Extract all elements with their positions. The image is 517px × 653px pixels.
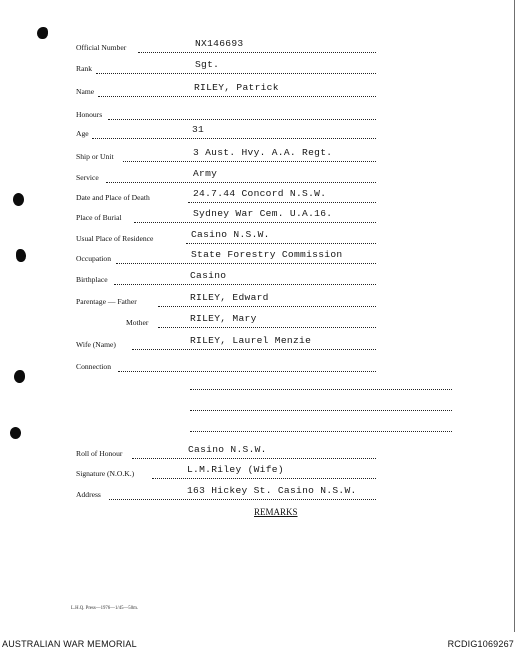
rank-value: Sgt. — [195, 59, 220, 70]
field-connection — [76, 357, 376, 373]
date-place-death-label: Date and Place of Death — [76, 193, 150, 202]
field-ship-or-unit — [76, 147, 376, 163]
signature-value: L.M.Riley (Wife) — [187, 464, 284, 475]
punch-hole-3 — [16, 249, 26, 262]
usual-residence-label: Usual Place of Residence — [76, 234, 154, 243]
card-edge — [514, 0, 515, 632]
usual-residence-value: Casino N.S.W. — [191, 229, 270, 240]
ship-or-unit-value: 3 Aust. Hvy. A.A. Regt. — [193, 147, 333, 158]
printer-imprint: L.H.Q. Press—1976—1/45—50m. — [71, 606, 139, 611]
signature-label: Signature (N.O.K.) — [76, 469, 135, 478]
field-rank — [76, 59, 376, 75]
field-official-number — [76, 38, 376, 54]
institution-name: AUSTRALIAN WAR MEMORIAL — [2, 639, 137, 649]
field-mother — [76, 313, 376, 329]
address-value: 163 Hickey St. Casino N.S.W. — [187, 485, 357, 496]
field-address — [76, 485, 376, 501]
mother-label: Mother — [126, 318, 149, 327]
birthplace-value: Casino — [190, 270, 227, 281]
place-of-burial-label: Place of Burial — [76, 213, 122, 222]
connection-line-1 — [190, 389, 452, 390]
connection-label: Connection — [76, 362, 112, 371]
wife-value: RILEY, Laurel Menzie — [190, 335, 312, 346]
punch-hole-4 — [14, 370, 25, 383]
archive-footer — [0, 635, 517, 653]
record-reference: RCDIG1069267 — [447, 639, 514, 649]
name-value: RILEY, Patrick — [194, 82, 279, 93]
occupation-value: State Forestry Commission — [191, 249, 343, 260]
wife-label: Wife (Name) — [76, 340, 116, 349]
roll-of-honour-label: Roll of Honour — [76, 449, 123, 458]
punch-hole-5 — [10, 427, 21, 439]
father-label: Parentage — Father — [76, 297, 137, 306]
ship-or-unit-label: Ship or Unit — [76, 152, 114, 161]
field-place-of-burial — [76, 208, 376, 224]
field-age — [76, 124, 376, 140]
field-name — [76, 82, 376, 98]
age-label: Age — [76, 129, 89, 138]
service-label: Service — [76, 173, 99, 182]
birthplace-label: Birthplace — [76, 275, 108, 284]
honours-label: Honours — [76, 110, 103, 119]
mother-value: RILEY, Mary — [190, 313, 257, 324]
field-honours — [76, 105, 376, 121]
remarks-heading: REMARKS — [254, 507, 298, 517]
name-label: Name — [76, 87, 95, 96]
roll-of-honour-value: Casino N.S.W. — [188, 444, 267, 455]
field-birthplace — [76, 270, 376, 286]
field-father — [76, 292, 376, 308]
service-value: Army — [193, 168, 218, 179]
field-date-place-death — [76, 188, 376, 204]
official-number-value: NX146693 — [195, 38, 244, 49]
field-usual-residence — [76, 229, 376, 245]
connection-line-2 — [190, 410, 452, 411]
rank-label: Rank — [76, 64, 93, 73]
father-value: RILEY, Edward — [190, 292, 269, 303]
field-service — [76, 168, 376, 184]
field-occupation — [76, 249, 376, 265]
date-place-death-value: 24.7.44 Concord N.S.W. — [193, 188, 327, 199]
age-value: 31 — [192, 124, 205, 135]
occupation-label: Occupation — [76, 254, 112, 263]
punch-hole-1 — [37, 27, 48, 39]
place-of-burial-value: Sydney War Cem. U.A.16. — [193, 208, 333, 219]
official-number-label: Official Number — [76, 43, 127, 52]
field-signature — [76, 464, 376, 480]
punch-hole-2 — [13, 193, 24, 206]
field-wife — [76, 335, 376, 351]
address-label: Address — [76, 490, 101, 499]
connection-line-3 — [190, 431, 452, 432]
field-roll-of-honour — [76, 444, 376, 460]
